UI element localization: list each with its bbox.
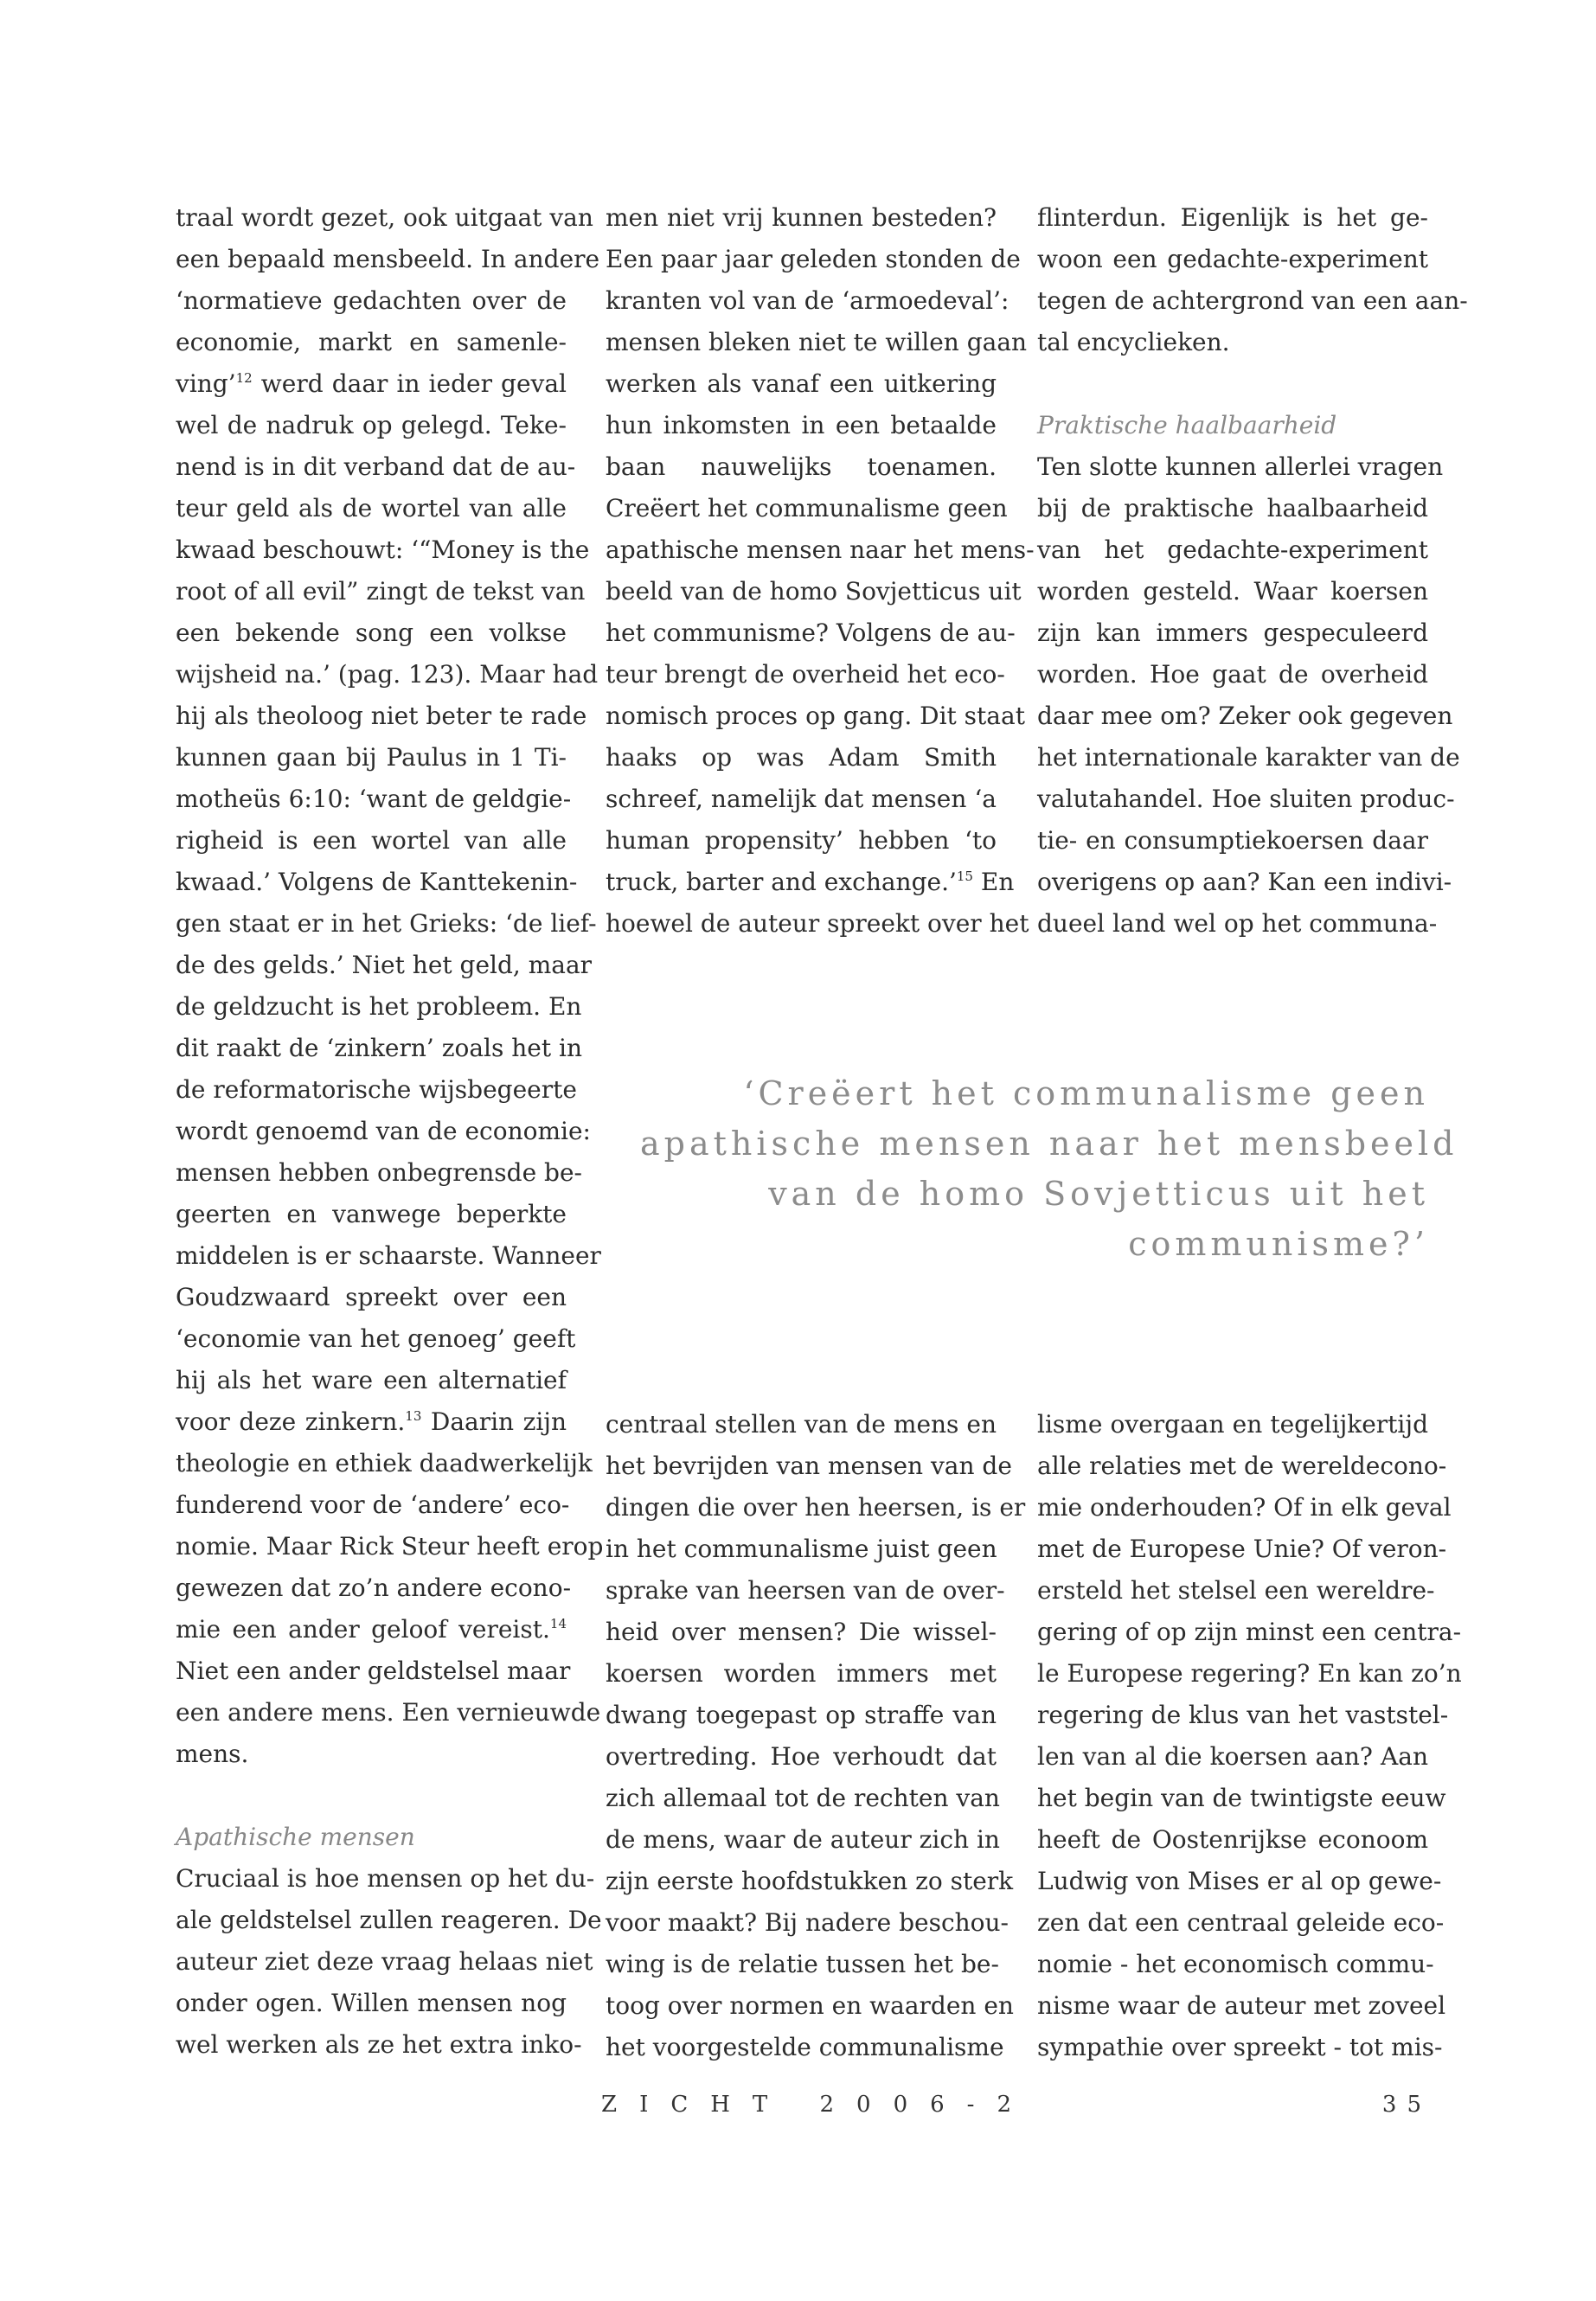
text-line: woon een gedachte-experiment: [1037, 245, 1428, 273]
text-line: mens.: [176, 1740, 249, 1768]
text-line: Niet een ander geldstelsel maar: [176, 1657, 571, 1685]
text-line: onder ogen. Willen mensen nog: [176, 1989, 567, 2017]
text-line: het voorgestelde communalisme: [606, 2033, 1004, 2061]
text-line: le Europese regering? En kan zo’n: [1037, 1659, 1462, 1688]
text-line: gewezen dat zo’n andere econo-: [176, 1574, 572, 1602]
column-right-top: [1037, 197, 1468, 945]
text-line: gering of op zijn minst een centra-: [1037, 1618, 1462, 1646]
text-line: van het gedachte-experiment: [1037, 535, 1428, 564]
text-line: dueel land wel op het communa-: [1037, 909, 1438, 938]
text-line: righeid is een wortel van alle: [176, 826, 567, 855]
text-line: Cruciaal is hoe mensen op het du-: [176, 1864, 595, 1893]
text-line: funderend voor de ‘andere’ eco-: [176, 1490, 570, 1519]
text-line: zijn kan immers gespeculeerd: [1037, 619, 1428, 647]
text-line: Ten slotte kunnen allerlei vragen: [1037, 452, 1444, 481]
text-line: alle relaties met de wereldecono-: [1037, 1452, 1447, 1480]
text-line: traal wordt gezet, ook uitgaat van: [176, 203, 593, 232]
text-line: ersteld het stelsel een wereldre-: [1037, 1576, 1435, 1605]
text-line: wing is de relatie tussen het be-: [606, 1950, 999, 1978]
text-line: het bevrijden van mensen van de: [606, 1452, 1012, 1480]
text-line: motheüs 6:10: ‘want de geldgie-: [176, 785, 572, 813]
text-line: teur geld als de wortel van alle: [176, 494, 567, 522]
text-line: beeld van de homo Sovjetticus uit: [606, 577, 1022, 606]
text-line: de mens, waar de auteur zich in: [606, 1825, 1000, 1854]
text-line: schreef, namelijk dat mensen ‘a: [606, 785, 997, 813]
text-line: een andere mens. Een vernieuwde: [176, 1698, 601, 1727]
column-middle-bottom: [606, 1404, 1026, 2068]
footnote-ref: 15: [956, 868, 973, 884]
text-line: nomisch proces op gang. Dit staat: [606, 702, 1025, 730]
text-line: Goudzwaard spreekt over een: [176, 1283, 567, 1311]
text-line: dit raakt de ‘zinkern’ zoals het in: [176, 1034, 582, 1062]
text-line: een bepaald mensbeeld. In andere: [176, 245, 600, 273]
text-line: auteur ziet deze vraag helaas niet: [176, 1947, 593, 1976]
text-line: heid over mensen? Die wissel-: [606, 1618, 997, 1646]
text-line: heeft de Oostenrijkse econoom: [1037, 1825, 1428, 1854]
text-line: werken als vanaf een uitkering: [606, 369, 997, 398]
text-line: baan nauwelijks toenamen.: [606, 452, 997, 481]
text-line: Creëert het communalisme geen: [606, 494, 1008, 522]
column-right-bottom: [1037, 1404, 1462, 2068]
text-line: centraal stellen van de mens en: [606, 1410, 997, 1439]
text-line: nomie - het economisch commu-: [1037, 1950, 1434, 1978]
footnote-ref: 12: [235, 370, 253, 386]
text-line: mie onderhouden? Of in elk geval: [1037, 1493, 1452, 1522]
section-heading: Praktische haalbaarheid: [1037, 411, 1337, 439]
section-heading: Apathische mensen: [176, 1823, 415, 1851]
pull-quote-line: van de homo Sovjetticus uit het: [768, 1175, 1429, 1213]
text-line: wel de nadruk op gelegd. Teke-: [176, 411, 567, 439]
text-line: human propensity’ hebben ‘to: [606, 826, 997, 855]
text-line: len van al die koersen aan? Aan: [1037, 1742, 1428, 1771]
text-line: het internationale karakter van de: [1037, 743, 1460, 772]
text-line: teur brengt de overheid het eco-: [606, 660, 1005, 689]
text-line: men niet vrij kunnen besteden?: [606, 203, 997, 232]
footer-journal-title: ZICHT 2006-2: [601, 2092, 1035, 2118]
text-line: worden gesteld. Waar koersen: [1037, 577, 1428, 606]
text-line: apathische mensen naar het mens-: [606, 535, 1035, 564]
text-line: hij als theoloog niet beter te rade: [176, 702, 587, 730]
text-line: nend is in dit verband dat de au-: [176, 452, 576, 481]
text-line: mensen hebben onbegrensde be-: [176, 1158, 582, 1187]
text-line: toog over normen en waarden en: [606, 1991, 1014, 2020]
text-line: overigens op aan? Kan een indivi-: [1037, 868, 1452, 896]
text-line: tegen de achtergrond van een aan-: [1037, 286, 1468, 315]
text-line: geerten en vanwege beperkte: [176, 1200, 567, 1228]
text-line: flinterdun. Eigenlijk is het ge-: [1037, 203, 1428, 232]
text-line: gen staat er in het Grieks: ‘de lief-: [176, 909, 597, 938]
pull-quote-line: ‘Creëert het communalisme geen: [743, 1074, 1429, 1112]
text-line: theologie en ethiek daadwerkelijk: [176, 1449, 593, 1477]
pull-quote-line: apathische mensen naar het mensbeeld: [640, 1125, 1458, 1163]
text-line: zijn eerste hoofdstukken zo sterk: [606, 1867, 1014, 1895]
text-line: voor deze zinkern.$^{13}$ Daarin zijn: [176, 1407, 567, 1436]
text-line: het communisme? Volgens de au-: [606, 619, 1016, 647]
column-left: [176, 197, 604, 2066]
text-line: ale geldstelsel zullen reageren. De: [176, 1906, 602, 1934]
footer-page-number: 35: [1381, 2092, 1432, 2118]
text-line: mie een ander geloof vereist.$^{14}$: [176, 1615, 567, 1644]
text-line: kwaad.’ Volgens de Kanttekenin-: [176, 868, 578, 896]
column-middle-top: [606, 197, 1035, 945]
pull-quote-line: communisme?’: [1128, 1225, 1429, 1263]
text-line: ving’$^{12}$ werd daar in ieder geval: [176, 369, 567, 398]
text-line: Ludwig von Mises er al op gewe-: [1037, 1867, 1442, 1895]
text-line: dingen die over hen heersen, is er: [606, 1493, 1026, 1522]
text-line: valutahandel. Hoe sluiten produc-: [1037, 785, 1455, 813]
text-line: hij als het ware een alternatief: [176, 1366, 567, 1394]
text-line: hoewel de auteur spreekt over het: [606, 909, 1029, 938]
text-line: middelen is er schaarste. Wanneer: [176, 1241, 601, 1270]
footnote-ref: 13: [405, 1408, 422, 1424]
text-line: haaks op was Adam Smith: [606, 743, 997, 772]
text-line: voor maakt? Bij nadere beschou-: [606, 1908, 1010, 1937]
text-line: koersen worden immers met: [606, 1659, 997, 1688]
text-line: nisme waar de auteur met zoveel: [1037, 1991, 1446, 2020]
text-line: economie, markt en samenle-: [176, 328, 567, 356]
pull-quote: [640, 1068, 1458, 1269]
text-line: sprake van heersen van de over-: [606, 1576, 1005, 1605]
text-line: de reformatorische wijsbegeerte: [176, 1075, 577, 1104]
text-line: worden. Hoe gaat de overheid: [1037, 660, 1428, 689]
text-line: kunnen gaan bij Paulus in 1 Ti-: [176, 743, 567, 772]
text-line: nomie. Maar Rick Steur heeft erop: [176, 1532, 604, 1561]
text-line: wijsheid na.’ (pag. 123). Maar had: [176, 660, 599, 689]
text-line: truck, barter and exchange.’$^{15}$ En: [606, 868, 1015, 896]
text-line: met de Europese Unie? Of veron-: [1037, 1535, 1447, 1563]
text-line: tie- en consumptiekoersen daar: [1037, 826, 1428, 855]
text-line: hun inkomsten in een betaalde: [606, 411, 997, 439]
text-line: kranten vol van de ‘armoedeval’:: [606, 286, 1010, 315]
text-line: wordt genoemd van de economie:: [176, 1117, 591, 1145]
text-line: daar mee om? Zeker ook gegeven: [1037, 702, 1453, 730]
text-line: wel werken als ze het extra inko-: [176, 2030, 582, 2059]
text-line: ‘economie van het genoeg’ geeft: [176, 1324, 576, 1353]
text-line: overtreding. Hoe verhoudt dat: [606, 1742, 997, 1771]
text-line: een bekende song een volkse: [176, 619, 567, 647]
text-line: [176, 1775, 567, 1817]
text-line: in het communalisme juist geen: [606, 1535, 997, 1563]
text-line: lisme overgaan en tegelijkertijd: [1037, 1410, 1428, 1439]
text-line: [1037, 363, 1428, 405]
text-line: Een paar jaar geleden stonden de: [606, 245, 1021, 273]
text-line: root of all evil” zingt de tekst van: [176, 577, 586, 606]
text-line: regering de klus van het vaststel-: [1037, 1701, 1449, 1729]
text-line: zich allemaal tot de rechten van: [606, 1784, 1000, 1812]
text-line: dwang toegepast op straffe van: [606, 1701, 997, 1729]
text-line: sympathie over spreekt - tot mis-: [1037, 2033, 1443, 2061]
text-line: tal encyclieken.: [1037, 328, 1230, 356]
text-line: de geldzucht is het probleem. En: [176, 992, 582, 1021]
text-line: het begin van de twintigste eeuw: [1037, 1784, 1446, 1812]
text-line: ‘normatieve gedachten over de: [176, 286, 567, 315]
text-line: zen dat een centraal geleide eco-: [1037, 1908, 1445, 1937]
footnote-ref: 14: [549, 1616, 567, 1631]
text-line: mensen bleken niet te willen gaan: [606, 328, 1028, 356]
text-line: de des gelds.’ Niet het geld, maar: [176, 951, 593, 979]
text-line: bij de praktische haalbaarheid: [1037, 494, 1428, 522]
text-line: kwaad beschouwt: ‘“Money is the: [176, 535, 590, 564]
